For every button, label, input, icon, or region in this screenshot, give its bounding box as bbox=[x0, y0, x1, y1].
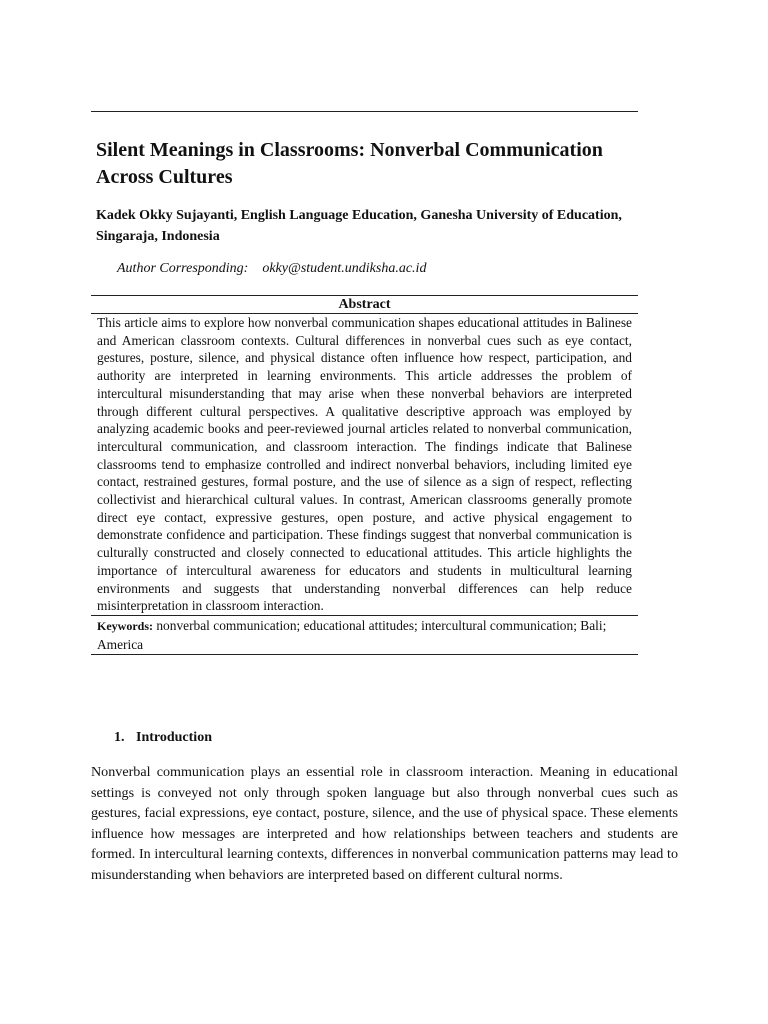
author-affiliation: Kadek Okky Sujayanti, English Language Education, Ganesha University of Education, Singaraja, Indonesia bbox=[96, 208, 622, 244]
keywords-top-rule bbox=[91, 615, 638, 616]
abstract-heading: Abstract bbox=[338, 297, 391, 312]
header-rule bbox=[91, 111, 638, 112]
abstract-box bbox=[91, 295, 638, 655]
keywords-bottom-rule bbox=[91, 654, 638, 655]
corresponding-email: okky@student.undiksha.ac.id bbox=[262, 261, 427, 276]
keywords bbox=[91, 617, 638, 653]
corresponding-label: Author Corresponding: bbox=[117, 261, 249, 276]
keywords-label: Keywords: bbox=[97, 618, 153, 633]
intro-paragraph: Nonverbal communication plays an essential role in classroom interaction. Meaning in educational settings is conveyed not only through spoken language but also through nonverbal cues such as gestures, facial expressions, eye contact, posture, silence, and the use of physical space. These elements influence how messages are interpreted and how relationships between teachers and students are formed. In intercultural learning contexts, differences in nonverbal communication patterns may lead to misunderstanding when behaviors are interpreted based on different cultural norms. bbox=[91, 764, 678, 883]
paper-title: Silent Meanings in Classrooms: Nonverbal Communication Across Cultures bbox=[96, 139, 603, 188]
section-heading bbox=[114, 729, 212, 747]
abstract-text: This article aims to explore how nonverbal communication shapes educational attitudes in Balinese and American classroom contexts. Cultural differences in nonverbal cues such as eye contact, gestures, posture, silence, and physical distance often influence how respect, participation, and authority are interpreted in learning environments. This article addresses the problem of intercultural misunderstanding that may arise when these nonverbal behaviors are interpreted through different cultural perspectives. A qualitative descriptive approach was employed by analyzing academic books and peer-reviewed journal articles related to nonverbal communication, intercultural communication, and classroom interaction. The findings indicate that Balinese classrooms tend to emphasize controlled and indirect nonverbal behaviors, including limited eye contact, restrained gestures, formal posture, and the use of silence as a sign of respect, reflecting collectivist and hierarchical cultural values. In contrast, American classrooms generally promote direct eye contact, expressive gestures, open posture, and active physical engagement to demonstrate confidence and participation. These findings suggest that nonverbal communication is culturally constructed and closely connected to educational attitudes. This article highlights the importance of intercultural awareness for educators and students in multicultural learning environments and suggests that understanding nonverbal differences can help reduce misinterpretation in classroom interaction. bbox=[97, 315, 632, 614]
section-number: 1. bbox=[114, 730, 125, 745]
corresponding-author bbox=[117, 259, 637, 279]
keywords-text: nonverbal communication; educational attitudes; intercultural communication; Bali; America bbox=[97, 617, 607, 652]
section-title: Introduction bbox=[136, 730, 212, 745]
